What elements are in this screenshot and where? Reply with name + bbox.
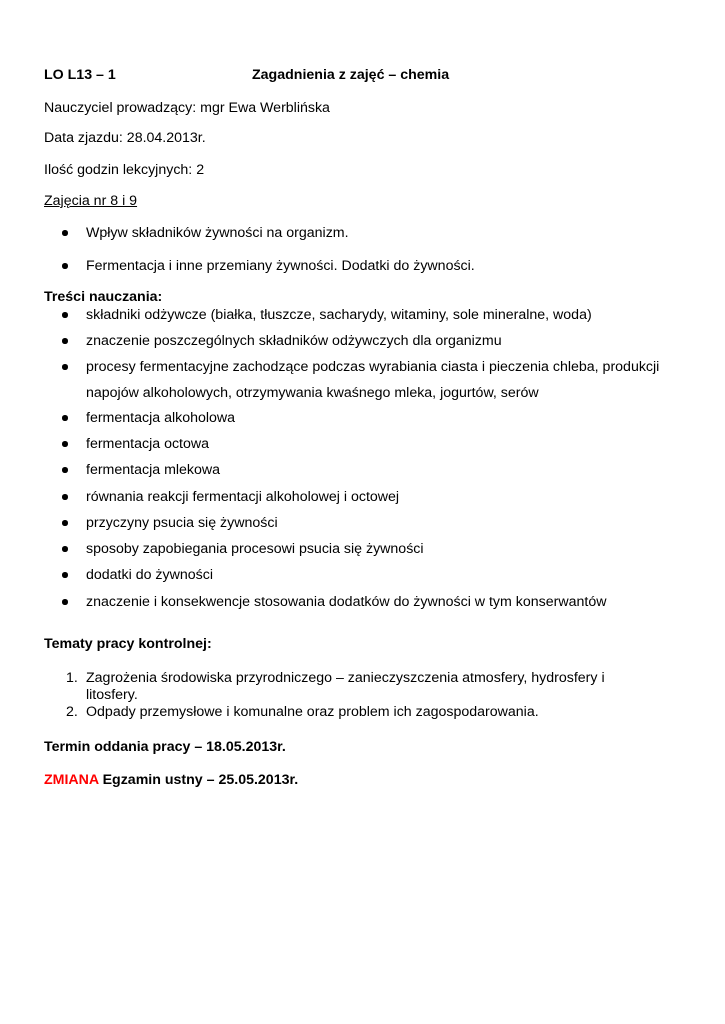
topics-heading: Tematy pracy kontrolnej: xyxy=(44,636,212,652)
list-item-text: dodatki do żywności xyxy=(86,567,213,583)
exam-line xyxy=(44,771,298,789)
bullet-icon xyxy=(62,312,68,318)
classes-heading: Zajęcia nr 8 i 9 xyxy=(44,193,138,209)
hours-line: Ilość godzin lekcyjnych: 2 xyxy=(44,162,205,178)
list-item-text: Fermentacja i inne przemiany żywności. Dodatki do żywności. xyxy=(86,258,475,274)
list-item xyxy=(66,670,666,704)
bullet-icon xyxy=(62,494,68,500)
list-item-text: sposoby zapobiegania procesowi psucia się żywności xyxy=(86,541,424,557)
list-item-text: przyczyny psucia się żywności xyxy=(86,515,278,531)
bullet-icon xyxy=(62,546,68,552)
list-item-text: znaczenie i konsekwencje stosowania dodatków do żywności w tym konserwantów xyxy=(86,594,607,610)
document-title: Zagadnienia z zajęć – chemia xyxy=(252,67,450,83)
list-item xyxy=(62,354,702,406)
bullet-icon xyxy=(62,415,68,421)
teacher-line: Nauczyciel prowadzący: mgr Ewa Werblińska xyxy=(44,100,330,116)
list-item-text: równania reakcji fermentacji alkoholowej i octowej xyxy=(86,489,400,505)
bullet-icon xyxy=(62,572,68,578)
list-item-number: 2. xyxy=(66,704,78,720)
deadline-line: Termin oddania pracy – 18.05.2013r. xyxy=(44,739,286,755)
bullet-icon xyxy=(62,599,68,605)
bullet-icon xyxy=(62,230,68,236)
bullet-icon xyxy=(62,263,68,269)
bullet-icon xyxy=(62,364,68,370)
list-item-text: procesy fermentacyjne zachodzące podczas wyrabiania ciasta i pieczenia chleba, produkcji napojów alkoholowych, otrzymywania kwaśnego mleka, jogurtów, serów xyxy=(86,359,660,401)
bullet-icon xyxy=(62,441,68,447)
list-item-text: fermentacja mlekowa xyxy=(86,462,221,478)
list-item-text: składniki odżywcze (białka, tłuszcze, sacharydy, witaminy, sole mineralne, woda) xyxy=(86,307,592,323)
document-code: LO L13 – 1 xyxy=(44,67,116,83)
list-item-text: Odpady przemysłowe i komunalne oraz problem ich zagospodarowania. xyxy=(86,704,539,720)
exam-text: Egzamin ustny – 25.05.2013r. xyxy=(98,772,299,788)
list-item-text: fermentacja alkoholowa xyxy=(86,410,236,426)
list-item-number: 1. xyxy=(66,670,78,686)
bullet-icon xyxy=(62,338,68,344)
bullet-icon xyxy=(62,467,68,473)
bullet-icon xyxy=(62,520,68,526)
date-line: Data zjazdu: 28.04.2013r. xyxy=(44,130,206,146)
content-heading: Treści nauczania: xyxy=(44,289,163,305)
list-item-text: znaczenie poszczególnych składników odżywczych dla organizmu xyxy=(86,333,502,349)
list-item-text: fermentacja octowa xyxy=(86,436,210,452)
change-label: ZMIANA xyxy=(44,772,99,788)
list-item-text: Zagrożenia środowiska przyrodniczego – zanieczyszczenia atmosfery, hydrosfery i litosfery. xyxy=(86,670,605,703)
list-item-text: Wpływ składników żywności na organizm. xyxy=(86,225,349,241)
